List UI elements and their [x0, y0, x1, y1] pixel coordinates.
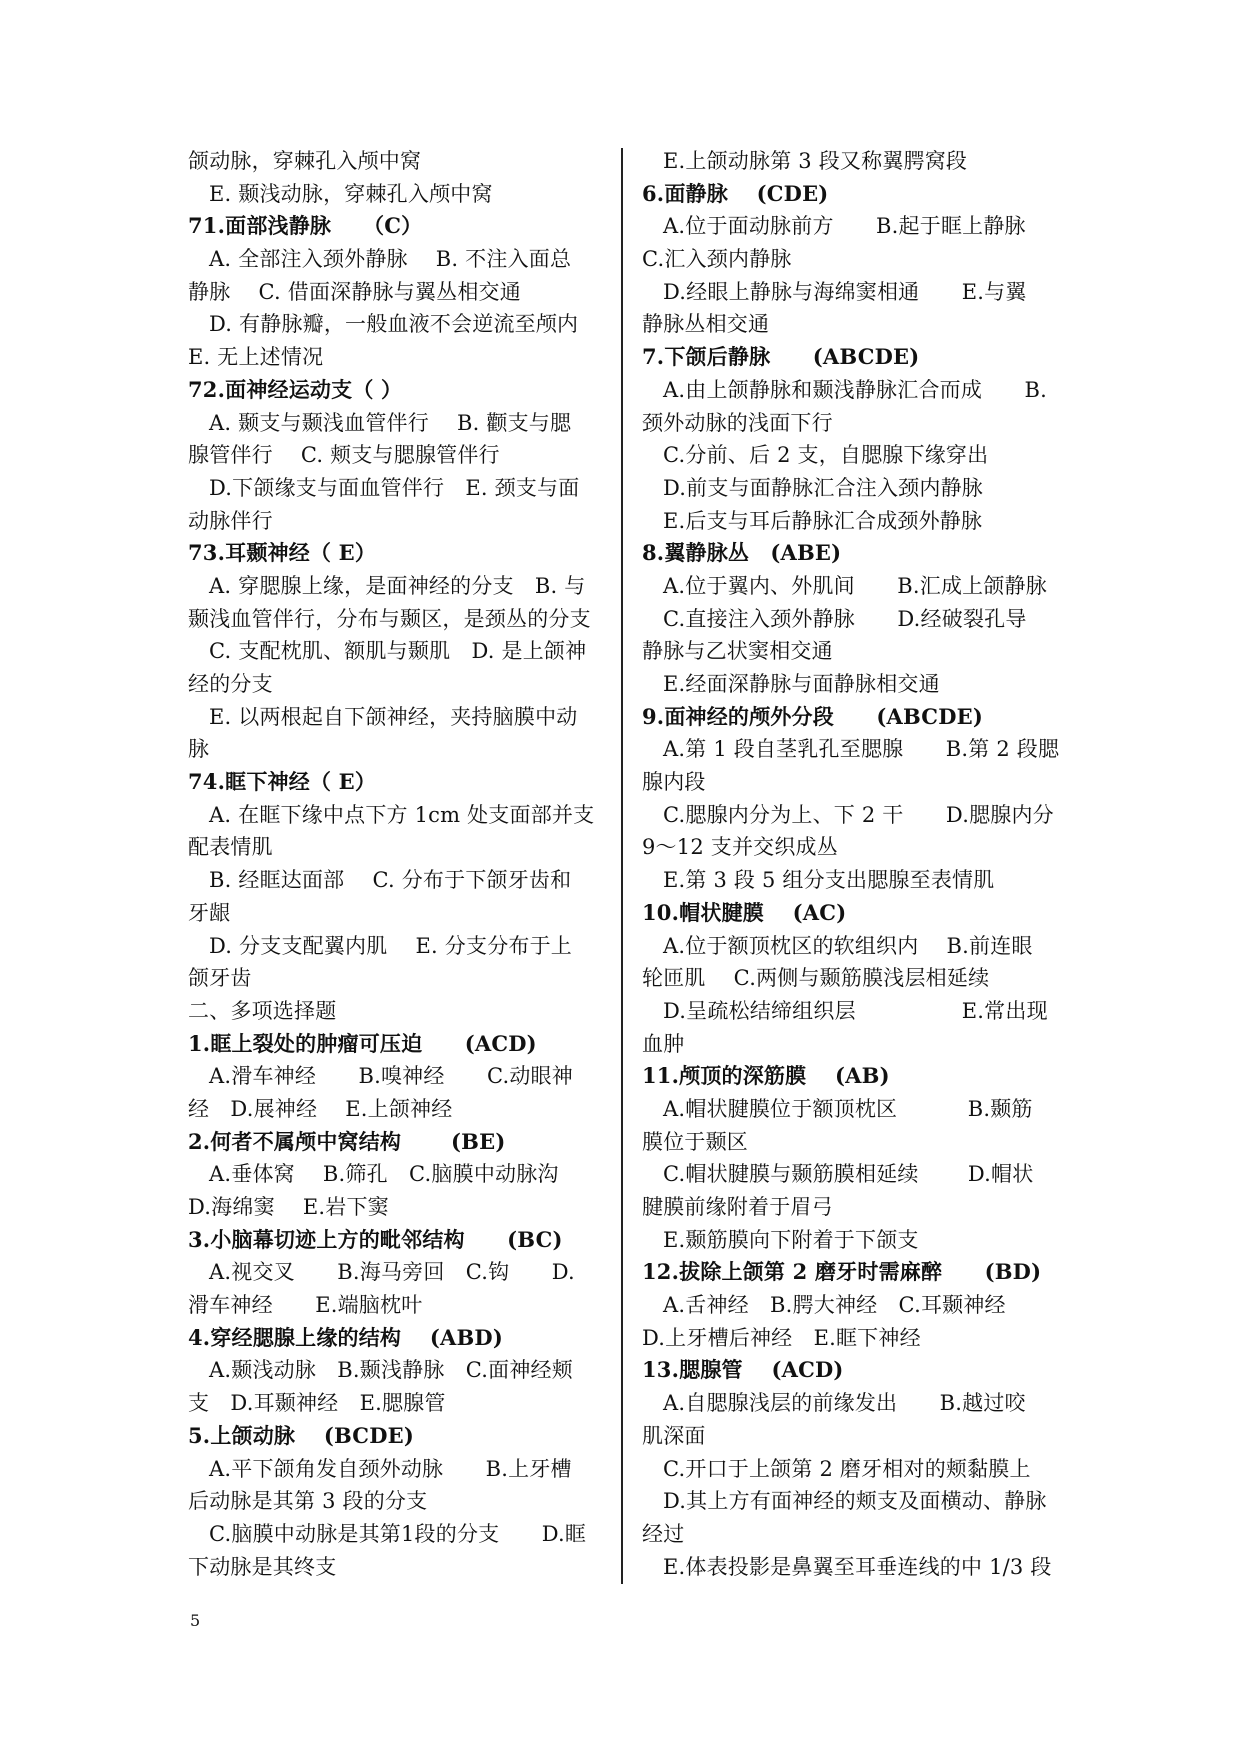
text-line: E. 以两根起自下颌神经，夹持脑膜中动: [209, 704, 578, 729]
text-line: 颈外动脉的浅面下行: [642, 410, 833, 435]
text-line: A. 全部注入颈外静脉 B. 不注入面总: [209, 247, 572, 272]
text-line: A.位于翼内、外肌间 B.汇成上颌静脉: [663, 573, 1047, 598]
text-line: A.帽状腱膜位于额顶枕区 B.颞筋: [663, 1096, 1033, 1121]
question-line: 9.面神经的颅外分段 (ABCDE): [642, 703, 983, 729]
text-line: D.其上方有面神经的颊支及面横动、静脉: [663, 1489, 1047, 1514]
text-line: A.自腮腺浅层的前缘发出 B.越过咬: [663, 1391, 1026, 1416]
text-line: D.海绵窦 E.岩下窦: [188, 1195, 389, 1219]
text-line: 下动脉是其终支: [188, 1554, 337, 1579]
text-line: D. 分支支配翼内肌 E. 分支分布于上: [209, 933, 572, 958]
text-line: E. 无上述情况: [188, 345, 324, 370]
text-line: E.经面深静脉与面静脉相交通: [663, 672, 940, 696]
text-line: E.颞筋膜向下附着于下颌支: [663, 1227, 919, 1252]
question-line: 13.腮腺管 (ACD): [642, 1357, 844, 1383]
text-line: C. 支配枕肌、额肌与颞肌 D. 是上颌神: [209, 639, 587, 664]
question-line: 12.拔除上颌第 2 磨牙时需麻醉 (BD): [642, 1259, 1042, 1285]
text-line: E.体表投影是鼻翼至耳垂连线的中 1/3 段: [663, 1554, 1052, 1579]
text-line: 脉: [188, 737, 210, 762]
text-line: E. 颞浅动脉，穿棘孔入颅中窝: [209, 181, 493, 206]
text-line: C.分前、后 2 支，自腮腺下缘穿出: [663, 443, 989, 468]
page-number: 5: [190, 1611, 201, 1630]
text-line: 轮匝肌 C.两侧与颞筋膜浅层相延续: [642, 966, 990, 991]
text-line: A.第 1 段自茎乳孔至腮腺 B.第 2 段腮: [663, 737, 1060, 762]
text-line: 经过: [642, 1521, 685, 1546]
text-line: 后动脉是其第 3 段的分支: [188, 1489, 428, 1514]
text-line: 静脉丛相交通: [642, 312, 770, 337]
text-line: 滑车神经 E.端脑枕叶: [188, 1293, 423, 1318]
text-line: A. 颞支与颞浅血管伴行 B. 颧支与腮: [209, 410, 572, 435]
left-text-column: [188, 145, 608, 1583]
right-text-column: [642, 145, 1062, 1583]
text-line: D.呈疏松结缔组织层 E.常出现: [663, 998, 1048, 1023]
text-line: D.经眼上静脉与海绵窦相通 E.与翼: [663, 279, 1027, 304]
text-line: E.上颌动脉第 3 段又称翼腭窝段: [663, 149, 968, 173]
text-line: 腺内段: [642, 770, 706, 795]
text-line: 动脉伴行: [188, 508, 273, 533]
text-line: A.舌神经 B.腭大神经 C.耳颞神经: [663, 1293, 1006, 1318]
text-line: D.上牙槽后神经 E.眶下神经: [642, 1325, 921, 1350]
question-line: 7.下颌后静脉 (ABCDE): [642, 344, 920, 370]
text-line: 经的分支: [188, 672, 273, 696]
text-line: 牙龈: [188, 900, 231, 925]
question-line: 10.帽状腱膜 (AC): [642, 899, 847, 925]
text-line: 颌动脉，穿棘孔入颅中窝: [188, 149, 422, 173]
text-line: A. 穿腮腺上缘，是面神经的分支 B. 与: [209, 573, 586, 598]
question-line: 6.面静脉 (CDE): [642, 180, 829, 206]
question-line: 4.穿经腮腺上缘的结构 (ABD): [188, 1324, 503, 1350]
text-line: A.垂体窝 B.筛孔 C.脑膜中动脉沟: [209, 1162, 559, 1187]
text-line: C.直接注入颈外静脉 D.经破裂孔导: [663, 606, 1027, 631]
question-line: 72.面神经运动支（ ）: [188, 376, 403, 402]
text-line: D.下颌缘支与面血管伴行 E. 颈支与面: [209, 475, 580, 500]
question-line: 5.上颌动脉 (BCDE): [188, 1422, 414, 1448]
text-line: 支 D.耳颞神经 E.腮腺管: [188, 1391, 446, 1416]
text-line: A.滑车神经 B.嗅神经 C.动眼神: [209, 1064, 573, 1089]
text-line: 静脉 C. 借面深静脉与翼丛相交通: [188, 279, 521, 304]
text-line: 膜位于颞区: [642, 1129, 748, 1154]
question-line: 71.面部浅静脉 （C）: [188, 213, 423, 239]
text-line: 9～12 支并交织成丛: [642, 835, 838, 860]
text-line: 腱膜前缘附着于眉弓: [642, 1195, 833, 1219]
text-line: C.脑膜中动脉是其第1段的分支 D.眶: [209, 1521, 587, 1546]
text-line: E.后支与耳后静脉汇合成颈外静脉: [663, 508, 983, 533]
text-line: 肌深面: [642, 1423, 706, 1448]
column-divider: [621, 148, 623, 1584]
text-line: E.第 3 段 5 组分支出腮腺至表情肌: [663, 868, 995, 893]
text-line: A.视交叉 B.海马旁回 C.钩 D.: [209, 1260, 575, 1285]
question-line: 74.眶下神经（ E）: [188, 769, 377, 795]
text-line: D.前支与面静脉汇合注入颈内静脉: [663, 475, 983, 500]
text-line: B. 经眶达面部 C. 分布于下颌牙齿和: [209, 868, 572, 893]
text-line: A.位于额顶枕区的软组织内 B.前连眼: [663, 933, 1033, 958]
text-line: C.开口于上颌第 2 磨牙相对的颊黏膜上: [663, 1456, 1031, 1481]
text-line: C.腮腺内分为上、下 2 干 D.腮腺内分: [663, 802, 1054, 827]
text-line: 颌牙齿: [188, 966, 252, 991]
text-line: 经 D.展神经 E.上颌神经: [188, 1096, 453, 1121]
text-line: A.由上颌静脉和颞浅静脉汇合而成 B.: [663, 377, 1047, 402]
question-line: 8.翼静脉丛 (ABE): [642, 540, 842, 566]
text-line: A.位于面动脉前方 B.起于眶上静脉: [663, 214, 1026, 239]
text-line: A.颞浅动脉 B.颞浅静脉 C.面神经颊: [209, 1358, 573, 1383]
text-line: 二、多项选择题: [188, 998, 337, 1023]
text-line: 配表情肌: [188, 835, 273, 860]
text-line: C.汇入颈内静脉: [642, 247, 792, 272]
question-line: 11.颅顶的深筋膜 (AB): [642, 1063, 890, 1089]
text-line: 腺管伴行 C. 颊支与腮腺管伴行: [188, 443, 500, 468]
text-line: A. 在眶下缘中点下方 1cm 处支面部并支: [209, 802, 595, 827]
question-line: 3.小脑幕切迹上方的毗邻结构 (BC): [188, 1226, 563, 1252]
question-line: 1.眶上裂处的肿瘤可压迫 (ACD): [188, 1030, 537, 1056]
text-line: 静脉与乙状窦相交通: [642, 639, 833, 664]
text-line: D. 有静脉瓣，一般血液不会逆流至颅内: [209, 312, 579, 337]
text-line: 颞浅血管伴行，分布与颞区，是颈丛的分支: [188, 606, 591, 631]
question-line: 73.耳颞神经（ E）: [188, 540, 377, 566]
text-line: C.帽状腱膜与颞筋膜相延续 D.帽状: [663, 1162, 1034, 1187]
text-line: A.平下颌角发自颈外动脉 B.上牙槽: [209, 1456, 572, 1481]
text-line: 血肿: [642, 1031, 685, 1056]
question-line: 2.何者不属颅中窝结构 (BE): [188, 1128, 506, 1154]
